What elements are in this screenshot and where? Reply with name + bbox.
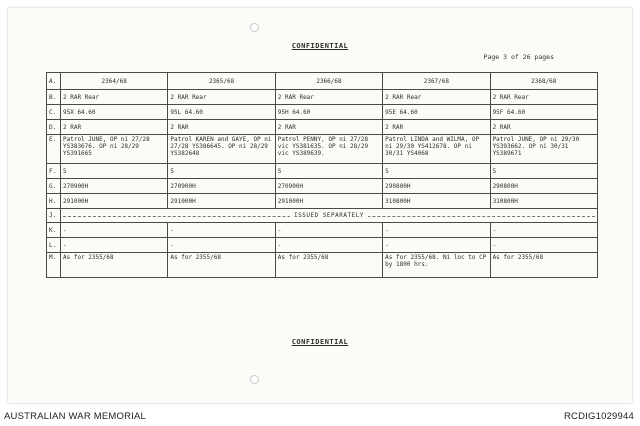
- table-row: [47, 135, 598, 164]
- row-label: F.: [47, 164, 61, 179]
- table-cell: 270900H: [61, 179, 168, 194]
- table-cell: 310800H: [383, 194, 490, 209]
- table-row: [47, 105, 598, 120]
- table-cell: 2 RAR: [168, 120, 275, 135]
- table-row: [47, 179, 598, 194]
- table-cell: 2368/68: [490, 73, 597, 90]
- patrol-table: [46, 72, 598, 278]
- table-cell: 270900H: [168, 179, 275, 194]
- issued-separately-cell: [61, 209, 598, 223]
- table-cell: 5: [168, 164, 275, 179]
- table-cell: 291000H: [275, 194, 382, 209]
- table-cell: 95E 64.60: [383, 105, 490, 120]
- table-cell: 2 RAR: [490, 120, 597, 135]
- table-cell: -: [490, 238, 597, 253]
- issued-separately-text: ISSUED SEPARATELY: [290, 212, 368, 219]
- archive-name: AUSTRALIAN WAR MEMORIAL: [4, 411, 147, 422]
- archive-id: RCDIG1029944: [564, 411, 634, 422]
- table-cell: As for 2355/68: [490, 253, 597, 278]
- table-cell: -: [168, 223, 275, 238]
- table-cell: As for 2355/68: [61, 253, 168, 278]
- table-cell: 2366/68: [275, 73, 382, 90]
- table-cell: 2 RAR Rear: [61, 90, 168, 105]
- table-cell: -: [61, 223, 168, 238]
- table-cell: 5: [275, 164, 382, 179]
- table-cell: Patrol LINDA and WILMA, OP ni 29/30 YS412678. OP ni 30/31 YS4068: [383, 135, 490, 164]
- table-cell: 2365/68: [168, 73, 275, 90]
- table-cell: Patrol PENNY, OP ni 27/28 vic YS381635. OP ni 28/29 vic YS389639.: [275, 135, 382, 164]
- punch-hole: [250, 23, 259, 32]
- table-cell: -: [275, 238, 382, 253]
- table-cell: 2 RAR: [61, 120, 168, 135]
- table-cell: 310800H: [490, 194, 597, 209]
- punch-hole: [250, 375, 259, 384]
- table-row: [47, 164, 598, 179]
- table-cell: 270900H: [275, 179, 382, 194]
- table-cell: 5: [383, 164, 490, 179]
- table-cell: 2 RAR: [383, 120, 490, 135]
- table-row: [47, 223, 598, 238]
- row-label: B.: [47, 90, 61, 105]
- table-cell: -: [61, 238, 168, 253]
- table-cell: Patrol KAREN and GAYE, OP ni 27/28 YS386645. OP ni 28/29 YS382648: [168, 135, 275, 164]
- table-row: [47, 194, 598, 209]
- row-label: M.: [47, 253, 61, 278]
- table-cell: -: [168, 238, 275, 253]
- table-cell: 2364/68: [61, 73, 168, 90]
- row-label: J.: [47, 209, 61, 223]
- row-label: E.: [47, 135, 61, 164]
- table-cell: Patrol JUNE, OP ni 29/30 YS393662. OP ni 30/31 YS389671: [490, 135, 597, 164]
- table-cell: 95F 64.60: [490, 105, 597, 120]
- table-cell: 2 RAR Rear: [168, 90, 275, 105]
- table-row: [47, 238, 598, 253]
- table-cell: As for 2355/68: [275, 253, 382, 278]
- table-row: [47, 253, 598, 278]
- table-cell: 290800H: [383, 179, 490, 194]
- table-cell: Patrol JUNE, OP ni 27/28 YS383676. OP ni 28/29 YS391665: [61, 135, 168, 164]
- table-cell: 5: [61, 164, 168, 179]
- table-row: [47, 90, 598, 105]
- row-label: H.: [47, 194, 61, 209]
- table-cell: 5: [490, 164, 597, 179]
- table-cell: 2367/68: [383, 73, 490, 90]
- table-cell: -: [383, 238, 490, 253]
- row-label: K.: [47, 223, 61, 238]
- row-label: L.: [47, 238, 61, 253]
- page-number: Page 3 of 26 pages: [483, 53, 554, 61]
- row-label: C.: [47, 105, 61, 120]
- table-cell: 2 RAR Rear: [275, 90, 382, 105]
- table-cell: As for 2355/68. Ni loc to CP by 1800 hrs.: [383, 253, 490, 278]
- table-cell: 95H 64.60: [275, 105, 382, 120]
- table-cell: 2 RAR Rear: [490, 90, 597, 105]
- table-cell: 2 RAR: [275, 120, 382, 135]
- table-cell: As for 2355/68: [168, 253, 275, 278]
- classification-bottom: CONFIDENTIAL: [291, 338, 349, 346]
- table-cell: -: [383, 223, 490, 238]
- table-cell: 95L 64.60: [168, 105, 275, 120]
- table-cell: 95X 64.60: [61, 105, 168, 120]
- table-cell: 290800H: [490, 179, 597, 194]
- row-label: G.: [47, 179, 61, 194]
- classification-top: CONFIDENTIAL: [291, 42, 349, 50]
- table-row: [47, 120, 598, 135]
- table-cell: 291000H: [168, 194, 275, 209]
- table-row: [47, 209, 598, 223]
- row-label: A.: [47, 73, 61, 90]
- row-label: D.: [47, 120, 61, 135]
- table-cell: -: [275, 223, 382, 238]
- table-row: [47, 73, 598, 90]
- table-cell: 291000H: [61, 194, 168, 209]
- table-cell: -: [490, 223, 597, 238]
- table-cell: 2 RAR Rear: [383, 90, 490, 105]
